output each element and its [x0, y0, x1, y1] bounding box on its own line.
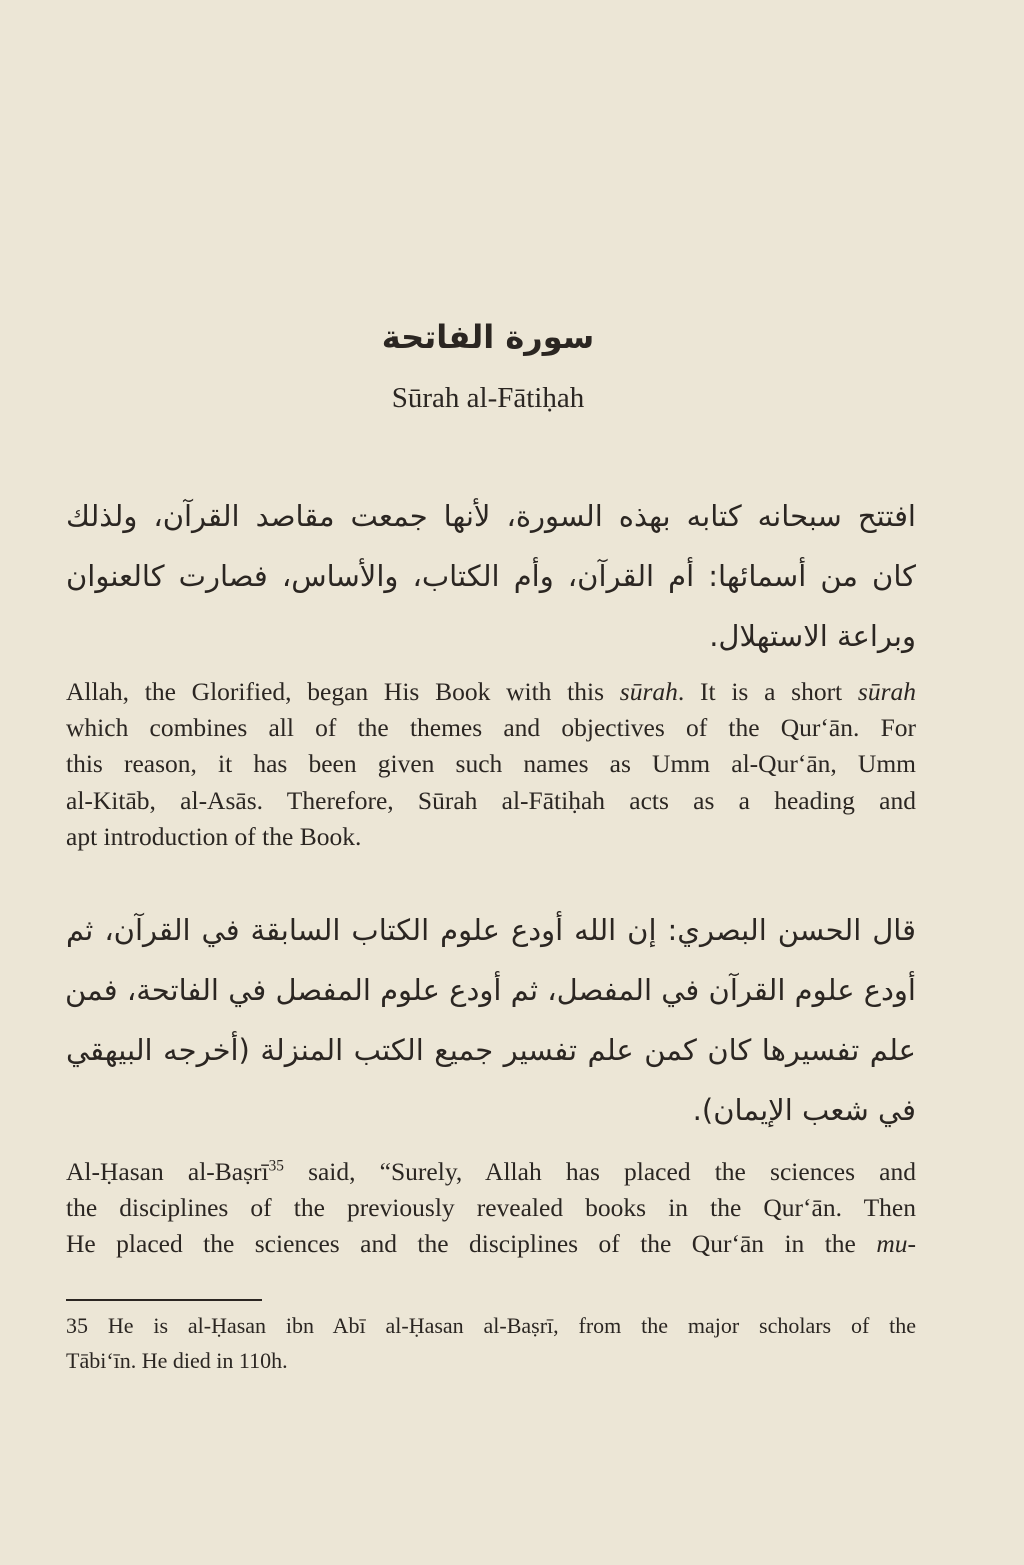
- text-line: [66, 606, 916, 666]
- text-line: [66, 1226, 916, 1262]
- english-paragraph-2: [66, 1154, 916, 1263]
- text-line: [66, 486, 916, 546]
- text-line: [66, 900, 916, 960]
- text-line: [66, 1154, 916, 1190]
- text-segment: He placed the sciences and the disciplines of the Qur‘ān in the: [66, 1229, 877, 1259]
- text-segment: . It is a short: [677, 677, 858, 706]
- text-segment: افتتح سبحانه كتابه بهذه السورة، لأنها جمعت مقاصد القرآن، ولذلك: [66, 499, 916, 533]
- text-line: [66, 1080, 916, 1140]
- text-segment: 35 He is al-Ḥasan ibn Abī al-Ḥasan al-Baṣrī, from the major scholars of the: [66, 1313, 916, 1338]
- arabic-paragraph-2: [66, 900, 916, 1140]
- text-segment: في شعب الإيمان).: [692, 1093, 916, 1127]
- text-line: [66, 1343, 916, 1378]
- text-segment: علم تفسيرها كان كمن علم تفسير جميع الكتب المنزلة (أخرجه البيهقي: [66, 1033, 916, 1067]
- text-segment: this reason, it has been given such names as Umm al-Qur‘ān, Umm: [66, 749, 916, 779]
- text-line: [66, 674, 916, 710]
- text-segment: Al-Ḥasan al-Baṣrī: [66, 1157, 269, 1186]
- footnote: [66, 1308, 916, 1378]
- text-line: [66, 960, 916, 1020]
- italic-term: sūrah: [857, 677, 917, 706]
- text-segment: Tābi‘īn. He died in 110h.: [66, 1348, 288, 1373]
- text-line: [66, 746, 916, 782]
- text-line: [66, 546, 916, 606]
- text-segment: the disciplines of the previously revealed books in the Qur‘ān. Then: [66, 1193, 916, 1223]
- italic-term: sūrah: [619, 677, 678, 706]
- footnote-ref[interactable]: 35: [268, 1157, 284, 1175]
- text-segment: apt introduction of the Book.: [66, 821, 362, 851]
- text-line: [66, 1190, 916, 1226]
- text-segment: أودع علوم القرآن في المفصل، ثم أودع علوم المفصل في الفاتحة، فمن: [64, 973, 916, 1007]
- text-segment: which combines all of the themes and objectives of the Qur‘ān. For: [66, 713, 916, 743]
- text-segment: Allah, the Glorified, began His Book with this: [66, 677, 620, 706]
- footnote-divider: [66, 1299, 262, 1301]
- arabic-paragraph-1: [66, 486, 916, 666]
- text-segment: said, “Surely, Allah has placed the sciences and: [283, 1157, 916, 1186]
- text-line: [66, 819, 916, 855]
- text-line: [66, 1020, 916, 1080]
- text-line: [66, 783, 916, 819]
- arabic-chapter-title: سورة الفاتحة: [381, 318, 595, 356]
- text-line: [66, 710, 916, 746]
- text-segment: al-Kitāb, al-Asās. Therefore, Sūrah al-Fātiḥah acts as a heading and: [66, 785, 916, 815]
- text-segment: كان من أسمائها: أم القرآن، وأم الكتاب، والأساس، فصارت كالعنوان: [66, 559, 916, 593]
- text-segment: قال الحسن البصري: إن الله أودع علوم الكتاب السابقة في القرآن، ثم: [66, 913, 916, 947]
- text-line: [66, 1308, 916, 1343]
- english-chapter-title: Sūrah al-Fātiḥah: [391, 382, 585, 414]
- english-paragraph-1: [66, 674, 916, 855]
- italic-term: mu-: [876, 1229, 916, 1259]
- text-segment: وبراعة الاستهلال.: [709, 619, 916, 653]
